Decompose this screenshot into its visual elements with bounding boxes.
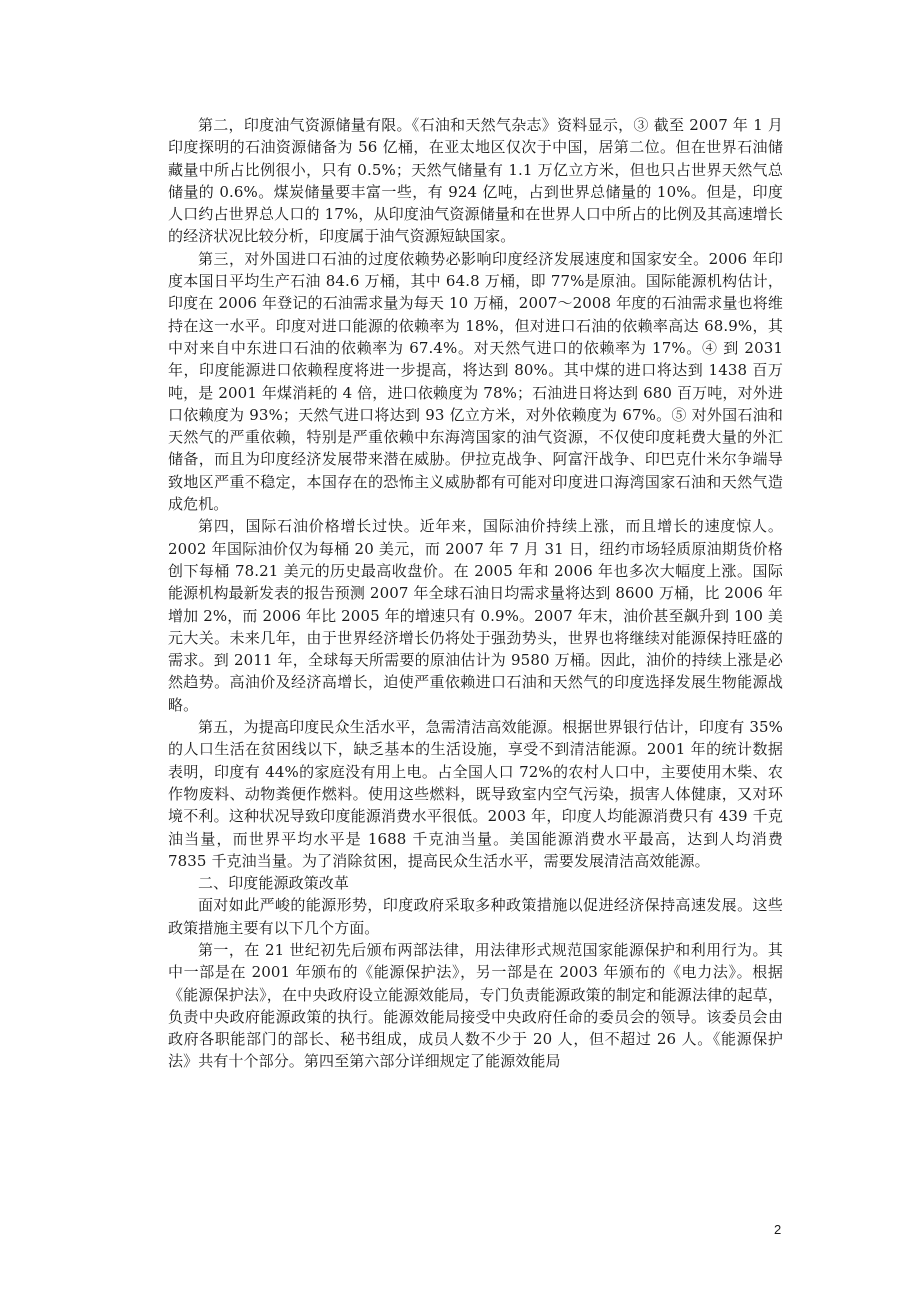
paragraph-clean-energy: 第五，为提高印度民众生活水平，急需清洁高效能源。根据世界银行估计，印度有 35%的人口生活在贫困线以下，缺乏基本的生活设施，享受不到清洁能源。2001 年的统计数据表明，印度有 44%的家庭没有用上电。占全国人口 72%的农村人口中，主要使用木柴、农作物废料、动物粪便作燃料。使用这些燃料，既导致室内空气污染，损害人体健康，又对环境不利。这种状况导致印度能源消费水平很低。2003 年，印度人均能源消费只有 439 千克油当量，而世界平均水平是 1688 千克油当量。美国能源消费水平最高，达到人均消费 7835 千克油当量。为了消除贫困，提高民众生活水平，需要发展清洁高效能源。 <box>168 718 783 870</box>
paragraph-oil-prices: 第四，国际石油价格增长过快。近年来，国际油价持续上涨，而且增长的速度惊人。2002 年国际油价仅为每桶 20 美元，而 2007 年 7 月 31 日，纽约市场轻质原油期货价格创下每桶 78.21 美元的历史最高收盘价。在 2005 年和 2006 年也多次大幅度上涨。国际能源机构最新发表的报告预测 2007 年全球石油日均需求量将达到 8600 万桶，比 2006 年增加 2%，而 2006 年比 2005 年的增速只有 0.9%。2007 年末，油价甚至飙升到 100 美元大关。未来几年，由于世界经济增长仍将处于强劲势头，世界也将继续对能源保持旺盛的需求。到 2011 年，全球每天所需要的原油估计为 9580 万桶。因此，油价的持续上涨是必然趋势。高油价及经济高增长，迫使严重依赖进口石油和天然气的印度选择发展生物能源战略。 <box>168 517 783 714</box>
paragraph-laws: 第一，在 21 世纪初先后颁布两部法律，用法律形式规范国家能源保护和利用行为。其中一部是在 2001 年颁布的《能源保护法》，另一部是在 2003 年颁布的《电力法》。根据《能源保护法》，在中央政府设立能源效能局，专门负责能源政策的制定和能源法律的起草，负责中央政府能源政策的执行。能源效能局接受中央政府任命的委员会的领导。该委员会由政府各职能部门的部长、秘书组成，成员人数不少于 20 人，但不超过 26 人。《能源保护法》共有十个部分。第四至第六部分详细规定了能源效能局 <box>168 940 783 1071</box>
page-number: 2 <box>774 1222 782 1237</box>
paragraph-import-dependence: 第三，对外国进口石油的过度依赖势必影响印度经济发展速度和国家安全。2006 年印度本国日平均生产石油 84.6 万桶，其中 64.8 万桶，即 77%是原油。国际能源机构估计，印度在 2006 年登记的石油需求量为每天 10 万桶，2007～2008 年度的石油需求量也将维持在这一水平。印度对进口能源的依赖率为 18%，但对进口石油的依赖率高达 68.9%，其中对来自中东进口石油的依赖率为 67.4%。对天然气进口的依赖率为 17%。④ 到 2031 年，印度能源进口依赖程度将进一步提高，将达到 80%。其中煤的进口将达到 1438 百万吨，是 2001 年煤消耗的 4 倍，进口依赖度为 78%；石油进日将达到 680 百万吨，对外进口依赖度为 93%；天然气进口将达到 93 亿立方米，对外依赖度为 67%。⑤ 对外国石油和天然气的严重依赖，特别是严重依赖中东海湾国家的油气资源，不仅使印度耗费大量的外汇储备，而且为印度经济发展带来潜在威胁。伊拉克战争、阿富汗战争、印巴克什米尔争端导致地区严重不稳定，本国存在的恐怖主义威胁都有可能对印度进口海湾国家石油和天然气造成危机。 <box>168 249 783 514</box>
body-text <box>168 114 783 1073</box>
paragraph-reserves: 第二，印度油气资源储量有限。《石油和天然气杂志》资料显示，③ 截至 2007 年 1 月印度探明的石油资源储备为 56 亿桶，在亚太地区仅次于中国，居第二位。但在世界石油储藏量中所占比例很小，只有 0.5%；天然气储量有 1.1 万亿立方米，但也只占世界天然气总储量的 0.6%。煤炭储量要丰富一些，有 924 亿吨，占到世界总储量的 10%。但是，印度人口约占世界总人口的 17%，从印度油气资源储量和在世界人口中所占的比例及其高速增长的经济状况比较分析，印度属于油气资源短缺国家。 <box>168 116 783 246</box>
section-heading: 二、印度能源政策改革 <box>198 874 350 893</box>
paragraph-policy-intro: 面对如此严峻的能源形势，印度政府采取多种政策措施以促进经济保持高速发展。这些政策措施主要有以下几个方面。 <box>168 896 783 937</box>
